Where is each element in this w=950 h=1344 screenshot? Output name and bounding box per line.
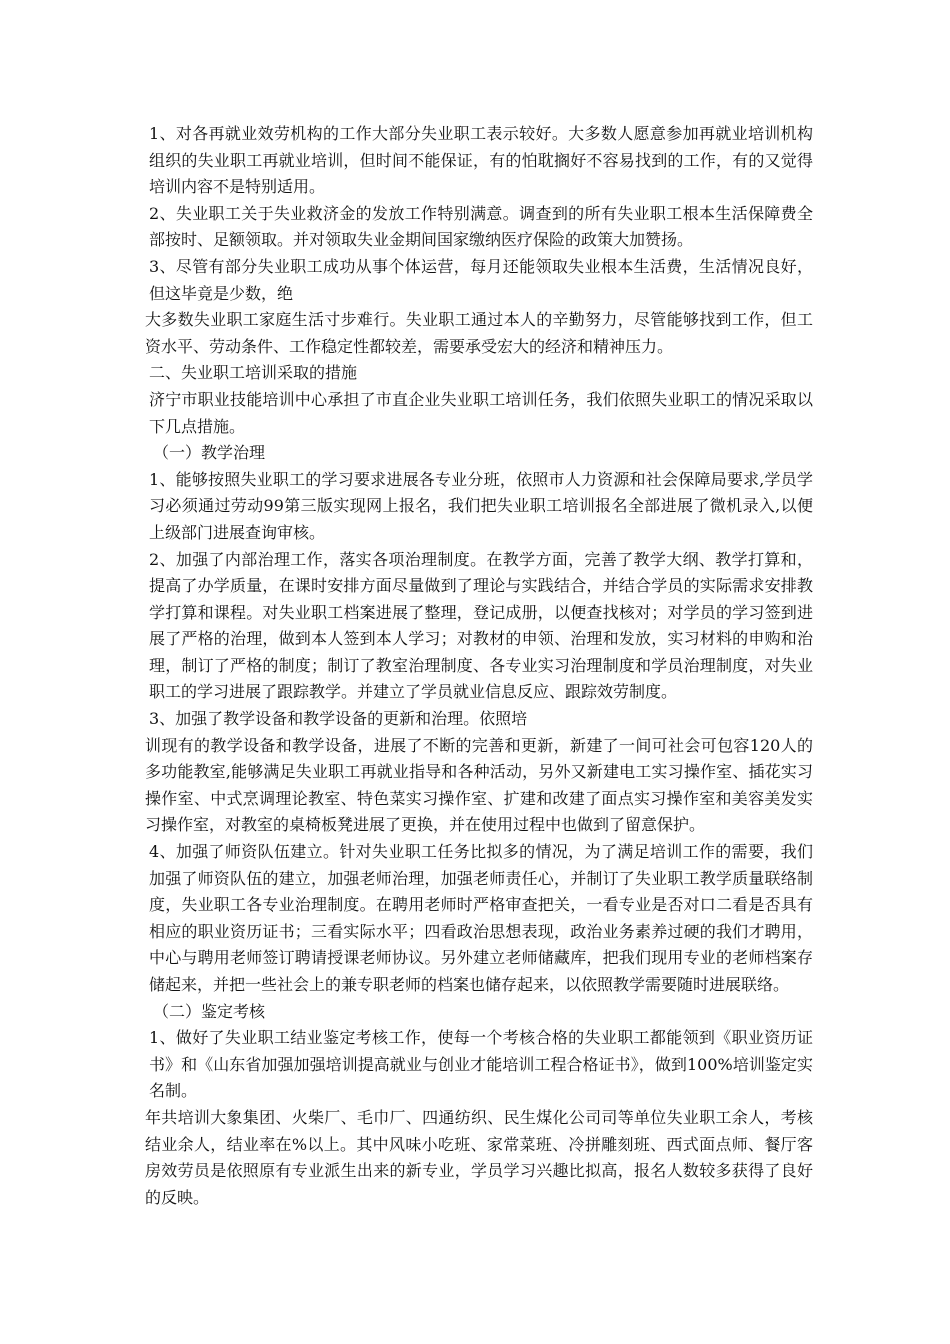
paragraph-6: 济宁市职业技能培训中心承担了市直企业失业职工培训任务，我们依照失业职工的情况采取以下几点措施。	[149, 389, 813, 436]
document-body	[145, 121, 813, 1211]
paragraph-4: 大多数失业职工家庭生活寸步难行。失业职工通过本人的辛勤努力，尽管能够找到工作，但工资水平、劳动条件、工作稳定性都较差，需要承受宏大的经济和精神压力。	[145, 310, 813, 356]
paragraph-14: 1、做好了失业职工结业鉴定考核工作，使每一个考核合格的失业职工都能领到《职业资历证书》和《山东省加强加强培训提高就业与创业才能培训工程合格证书》，做到100%培训鉴定实名制。	[149, 1028, 813, 1101]
subsection-heading-2: （二）鉴定考核	[153, 1001, 266, 1021]
paragraph-10: 3、加强了教学设备和教学设备的更新和治理。依照培	[149, 709, 528, 729]
paragraph-9: 2、加强了内部治理工作，落实各项治理制度。在教学方面，完善了教学大纲、教学打算和，提高了办学质量，在课时安排方面尽量做到了理论与实践结合，并结合学员的实际需求安排教学打算和课程。对失业职工档案进展了整理，登记成册，以便查找核对；对学员的学习签到进展了严格的治理，做到本人签到本人学习；对教材的申领、治理和发放，实习材料的申购和治理，制订了严格的制度；制订了教室治理制度、各专业实习治理制度和学员治理制度，对失业职工的学习进展了跟踪教学。并建立了学员就业信息反应、跟踪效劳制度。	[149, 549, 813, 702]
paragraph-1: 1、对各再就业效劳机构的工作大部分失业职工表示较好。大多数人愿意参加再就业培训机构组织的失业职工再就业培训，但时间不能保证，有的怕耽搁好不容易找到的工作，有的又觉得培训内容不是特别适用。	[149, 124, 813, 197]
subsection-heading-1: （一）教学治理	[153, 443, 266, 463]
paragraph-12: 4、加强了师资队伍建立。针对失业职工任务比拟多的情况，为了满足培训工作的需要，我们加强了师资队伍的建立，加强老师治理，加强老师责任心，并制订了失业职工教学质量联络制度，失业职工各专业治理制度。在聘用老师时严格审查把关，一看专业是否对口二看是否具有相应的职业资历证书；三看实际水平；四看政治思想表现，政治业务素养过硬的我们才聘用，中心与聘用老师签订聘请授课老师协议。另外建立老师储藏库，把我们现用专业的老师档案存储起来，并把一些社会上的兼专职老师的档案也储存起来，以依照教学需要随时进展联络。	[149, 842, 813, 994]
paragraph-3: 3、尽管有部分失业职工成功从事个体运营，每月还能领取失业根本生活费，生活情况良好，但这毕竟是少数，绝	[149, 256, 813, 303]
section-heading-2: 二、失业职工培训采取的措施	[149, 363, 358, 383]
paragraph-2: 2、失业职工关于失业救济金的发放工作特别满意。调查到的所有失业职工根本生活保障费全部按时、足额领取。并对领取失业金期间国家缴纳医疗保险的政策大加赞扬。	[149, 203, 813, 250]
paragraph-11: 训现有的教学设备和教学设备，进展了不断的完善和更新，新建了一间可社会可包容120人的多功能教室,能够满足失业职工再就业指导和各种活动，另外又新建电工实习操作室、插花实习操作室、中式烹调理论教室、特色菜实习操作室、扩建和改建了面点实习操作室和美容美发实习操作室，对教室的桌椅板凳进展了更换，并在使用过程中也做到了留意保护。	[145, 735, 813, 835]
paragraph-15: 年共培训大象集团、火柴厂、毛巾厂、四通纺织、民生煤化公司司等单位失业职工余人，考核结业余人，结业率在%以上。其中风味小吃班、家常菜班、冷拼雕刻班、西式面点师、餐厅客房效劳员是依照原有专业派生出来的新专业，学员学习兴趣比拟高，报名人数较多获得了良好的反映。	[145, 1107, 813, 1207]
paragraph-8: 1、能够按照失业职工的学习要求进展各专业分班，依照市人力资源和社会保障局要求,学员学习必须通过劳动99第三版实现网上报名，我们把失业职工培训报名全部进展了微机录入,以便上级部门进展查询审核。	[149, 469, 813, 542]
